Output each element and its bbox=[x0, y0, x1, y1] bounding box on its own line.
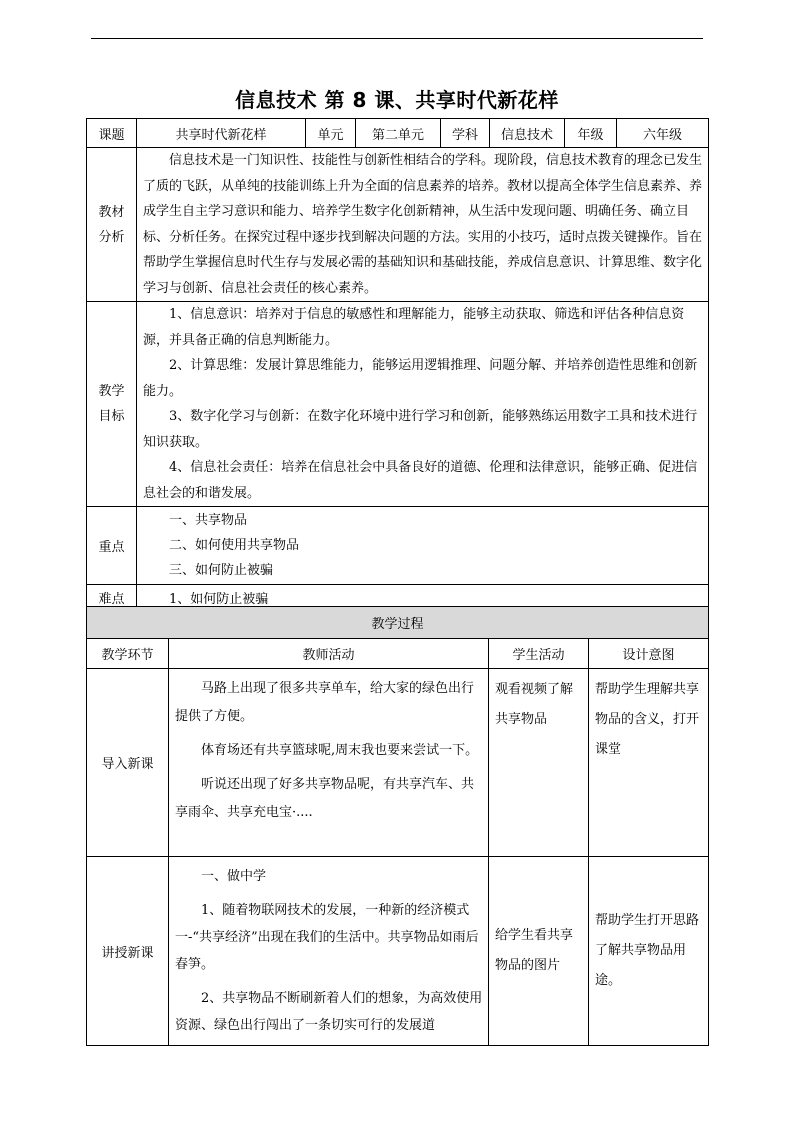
process-row-intro bbox=[87, 669, 709, 857]
teacher-activity-line: 1、随着物联网技术的发展，一种新的经济模式一-“共享经济”出现在我们的生活中。共享物品如雨后春笋。 bbox=[175, 903, 479, 972]
process-table bbox=[86, 606, 709, 1046]
key-point-item: 二、如何使用共享物品 bbox=[169, 538, 300, 553]
key-point-item: 三、如何防止被骗 bbox=[169, 563, 274, 578]
teacher-activity-line: 听说还出现了好多共享物品呢，有共享汽车、共享雨伞、共享充电宝·.... bbox=[175, 777, 475, 820]
column-header-intent: 设计意图 bbox=[589, 639, 709, 669]
column-header-teacher: 教师活动 bbox=[169, 639, 489, 669]
stage-cell: 讲授新课 bbox=[87, 857, 169, 1046]
teacher-activity-cell bbox=[169, 669, 489, 857]
subject-label: 学科 bbox=[441, 119, 490, 148]
process-row-teaching bbox=[87, 857, 709, 1046]
key-point-item: 一、共享物品 bbox=[169, 513, 248, 528]
grade-label: 年级 bbox=[565, 119, 617, 148]
topic-value: 共享时代新花样 bbox=[137, 119, 306, 148]
info-row bbox=[87, 119, 709, 148]
process-header: 教学过程 bbox=[87, 607, 709, 639]
grade-value: 六年级 bbox=[617, 119, 709, 148]
goals-label bbox=[87, 302, 137, 507]
analysis-text-cell bbox=[137, 148, 709, 302]
column-header-student: 学生活动 bbox=[489, 639, 589, 669]
goals-text-cell bbox=[137, 302, 709, 507]
teacher-activity-line: 体育场还有共享篮球呢,周末我也要来尝试一下。 bbox=[201, 743, 479, 758]
lesson-info-table bbox=[86, 118, 709, 610]
goal-item: 4、信息社会责任：培养在信息社会中具备良好的道德、伦理和法律意识，能够正确、促进信息社会的和谐发展。 bbox=[143, 460, 698, 501]
goals-label-line-2: 目标 bbox=[98, 409, 125, 424]
goal-item: 2、计算思维：发展计算思维能力，能够运用逻辑推理、问题分解、并培养创造性思维和创新能力。 bbox=[143, 358, 698, 399]
difficulty-label: 难点 bbox=[87, 585, 137, 610]
analysis-text: 信息技术是一门知识性、技能性与创新性相结合的学科。现阶段，信息技术教育的理念已发生了质的飞跃，从单纯的技能训练上升为全面的信息素养的培养。教材以提高全体学生信息素养、养成学生自主学习意识和能力、培养学生数字化创新精神，从生活中发现问题、明确任务、确立目标、分析任务。在探究过程中逐步找到解决问题的方法。实用的小技巧，适时点拨关键操作。旨在帮助学生掌握信息时代生存与发展必需的基础知识和基础技能，养成信息意识、计算思维、数字化学习与创新、信息社会责任的核心素养。 bbox=[143, 153, 703, 296]
teacher-activity-line: 2、共享物品不断刷新着人们的想象，为高效使用资源、绿色出行闯出了一条切实可行的发展道 bbox=[175, 991, 483, 1033]
teacher-activity-line: 一、做中学 bbox=[201, 869, 267, 884]
analysis-row bbox=[87, 148, 709, 302]
process-header-row bbox=[87, 607, 709, 639]
key-points-label: 重点 bbox=[87, 507, 137, 585]
process-columns-row bbox=[87, 639, 709, 669]
goal-item: 1、信息意识：培养对于信息的敏感性和理解能力，能够主动获取、筛选和评估各种信息资源，并具备正确的信息判断能力。 bbox=[143, 307, 685, 348]
student-activity-cell: 给学生看共享物品的图片 bbox=[489, 857, 589, 1046]
analysis-label-line-2: 分析 bbox=[98, 229, 125, 245]
goals-row bbox=[87, 302, 709, 507]
stage-cell: 导入新课 bbox=[87, 669, 169, 857]
teacher-activity-line: 马路上出现了很多共享单车，给大家的绿色出行提供了方便。 bbox=[175, 681, 475, 724]
design-intent-cell: 帮助学生理解共享物品的含义，打开课堂 bbox=[589, 669, 709, 857]
unit-label: 单元 bbox=[306, 119, 356, 148]
teacher-activity-cell bbox=[169, 857, 489, 1046]
goal-item: 3、数字化学习与创新：在数字化环境中进行学习和创新，能够熟练运用数字工具和技术进行知识获取。 bbox=[143, 409, 698, 450]
goals-label-line-1: 教学 bbox=[98, 384, 125, 399]
topic-label: 课题 bbox=[87, 119, 137, 148]
column-header-stage: 教学环节 bbox=[87, 639, 169, 669]
page-title: 信息技术 第 8 课、共享时代新花样 bbox=[235, 88, 559, 112]
header-rule bbox=[91, 38, 703, 39]
unit-value: 第二单元 bbox=[356, 119, 441, 148]
analysis-label-line-1: 教材 bbox=[98, 204, 125, 220]
subject-value: 信息技术 bbox=[490, 119, 565, 148]
difficulty-text: 1、如何防止被骗 bbox=[137, 585, 709, 610]
key-points-cell bbox=[137, 507, 709, 585]
key-points-row bbox=[87, 507, 709, 585]
design-intent-cell: 帮助学生打开思路了解共享物品用途。 bbox=[589, 857, 709, 1046]
analysis-label bbox=[87, 148, 137, 302]
student-activity-cell: 观看视频了解共享物品 bbox=[489, 669, 589, 857]
